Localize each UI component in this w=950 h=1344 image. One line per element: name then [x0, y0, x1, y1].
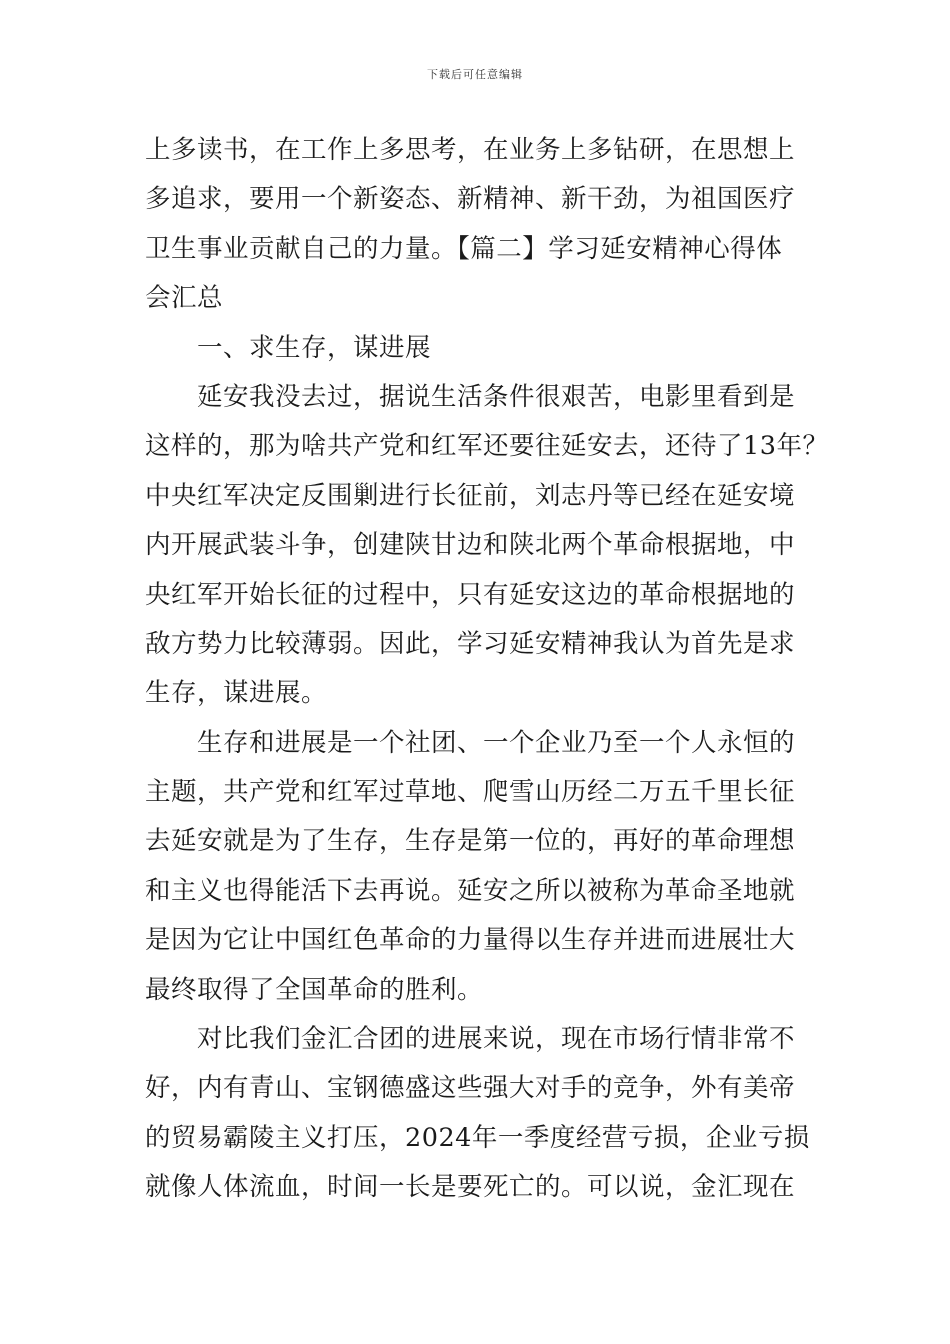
- text-line: 敌方势力比较薄弱。因此，学习延安精神我认为首先是求: [145, 628, 796, 659]
- text-line: 上多读书，在工作上多思考，在业务上多钻研，在思想上: [145, 135, 796, 165]
- text-line: 去延安就是为了生存，生存是第一位的，再好的革命理想: [145, 826, 796, 857]
- page-header-note: 下载后可任意编辑: [427, 68, 523, 81]
- text-line: 内开展武装斗争，创建陕甘边和陕北两个革命根据地，中: [145, 530, 796, 561]
- text-line: 好，内有青山、宝钢德盛这些强大对手的竞争，外有美帝: [145, 1073, 796, 1104]
- text-line: 中央红军决定反围剿进行长征前，刘志丹等已经在延安境: [145, 480, 796, 511]
- text-line: 生存，谋进展。: [145, 678, 328, 709]
- text-line: 会汇总: [145, 283, 224, 314]
- text-line: 的贸易霸陵主义打压，2024年一季度经营亏损，企业亏损: [145, 1122, 810, 1153]
- text-line: 生存和进展是一个社团、一个企业乃至一个人永恒的: [197, 727, 796, 758]
- section-heading: 一、求生存，谋进展: [197, 332, 432, 363]
- text-line: 是因为它让中国红色革命的力量得以生存并进而进展壮大: [145, 925, 796, 956]
- text-line: 和主义也得能活下去再说。延安之所以被称为革命圣地就: [145, 875, 796, 906]
- text-line: 延安我没去过，据说生活条件很艰苦，电影里看到是: [197, 381, 796, 412]
- text-line: 卫生事业贡献自己的力量。【篇二】学习延安精神心得体: [145, 233, 783, 264]
- text-line: 最终取得了全国革命的胜利。: [145, 974, 484, 1005]
- text-line: 对比我们金汇合团的进展来说，现在市场行情非常不: [197, 1024, 796, 1055]
- text-line: 多追求，要用一个新姿态、新精神、新干劲，为祖国医疗: [145, 184, 796, 215]
- document-body: [145, 126, 829, 1213]
- text-line: 这样的，那为啥共产党和红军还要往延安去，还待了13年？: [145, 431, 829, 462]
- text-line: 央红军开始长征的过程中，只有延安这边的革命根据地的: [145, 579, 796, 610]
- text-line: 就像人体流血，时间一长是要死亡的。可以说，金汇现在: [145, 1172, 796, 1203]
- text-line: 主题，共产党和红军过草地、爬雪山历经二万五千里长征: [145, 777, 796, 808]
